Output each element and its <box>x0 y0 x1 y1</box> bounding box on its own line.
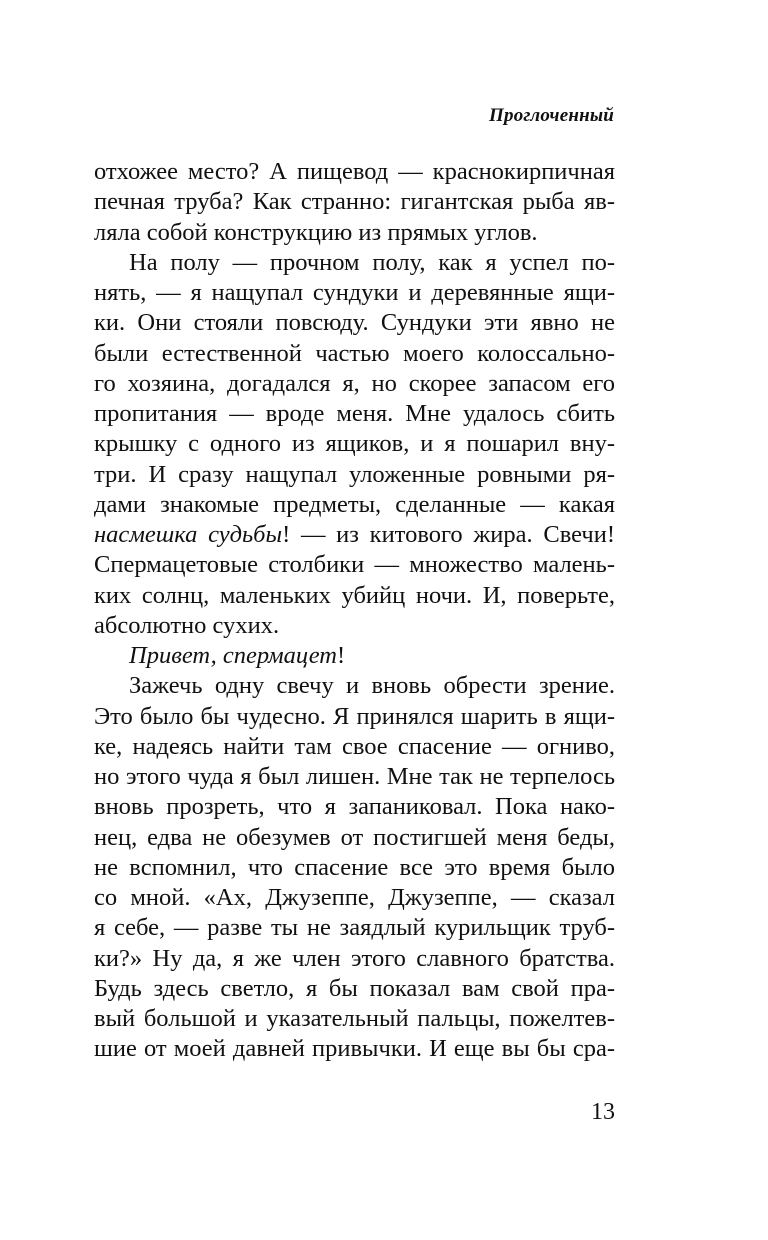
text-line: не вспомнил, что спасение все это время было <box>94 853 615 881</box>
text-line: отхожее место? А пищевод — краснокирпичная <box>94 158 615 185</box>
text-line: шие от моей давней привычки. И еще вы бы сра- <box>94 1035 615 1063</box>
italic-phrase: Привет, спермацет <box>129 642 337 669</box>
italic-phrase: насмешка судьбы <box>94 521 283 548</box>
text-line: Зажечь одну свечу и вновь обрести зрение. <box>129 672 615 700</box>
body-text <box>94 157 615 1065</box>
text-line: вый большой и указательный пальцы, пожелтев- <box>94 1005 615 1032</box>
text-run: ! <box>336 642 346 669</box>
text-line: ких солнц, маленьких убийц ночи. И, поверьте, <box>94 581 615 609</box>
text-line: три. И сразу нащупал уложенные ровными ря- <box>94 460 615 488</box>
text-line: вновь прозреть, что я запаниковал. Пока нако- <box>94 793 615 821</box>
text-line: ки. Они стояли повсюду. Сундуки эти явно не <box>94 309 615 337</box>
text-line: ляла собой конструкцию из прямых углов. <box>94 218 538 246</box>
text-line: На полу — прочном полу, как я успел по- <box>129 248 615 276</box>
text-line: Спермацетовые столбики — множество малень- <box>94 551 615 579</box>
text-line: го хозяина, догадался я, но скорее запасом его <box>94 369 615 397</box>
text-line: но этого чуда я был лишен. Мне так не терпелось <box>94 763 615 790</box>
page-number: 13 <box>591 1099 615 1125</box>
text-line <box>94 641 615 671</box>
text-line: нять, — я нащупал сундуки и деревянные ящи- <box>94 279 615 306</box>
running-title: Проглоченный <box>489 105 614 126</box>
text-line: крышку с одного из ящиков, и я пошарил вну- <box>94 430 615 458</box>
text-line: ке, надеясь найти там свое спасение — огниво, <box>94 732 615 760</box>
text-run: ! — из китового жира. Свечи! <box>282 521 615 548</box>
text-line: абсолютно сухих. <box>94 611 280 639</box>
text-line: ки?» Ну да, я же член этого славного братства. <box>94 944 615 972</box>
text-line: пропитания — вроде меня. Мне удалось сбить <box>94 400 615 427</box>
text-line: были естественной частью моего колоссально- <box>94 339 615 367</box>
text-line: печная труба? Как странно: гигантская рыба яв- <box>94 188 615 216</box>
text-line: Это было бы чудесно. Я принялся шарить в ящи- <box>94 702 615 730</box>
text-line: я себе, — разве ты не заядлый курильщик труб- <box>94 914 615 942</box>
text-line: со мной. «Ах, Джузеппе, Джузеппе, — сказал <box>94 884 615 911</box>
text-line: дами знакомые предметы, сделанные — какая <box>94 490 615 518</box>
text-line: нец, едва не обезумев от постигшей меня беды, <box>94 823 615 851</box>
text-line: Будь здесь светло, я бы показал вам свой пра- <box>94 974 615 1002</box>
text-line <box>94 520 615 550</box>
